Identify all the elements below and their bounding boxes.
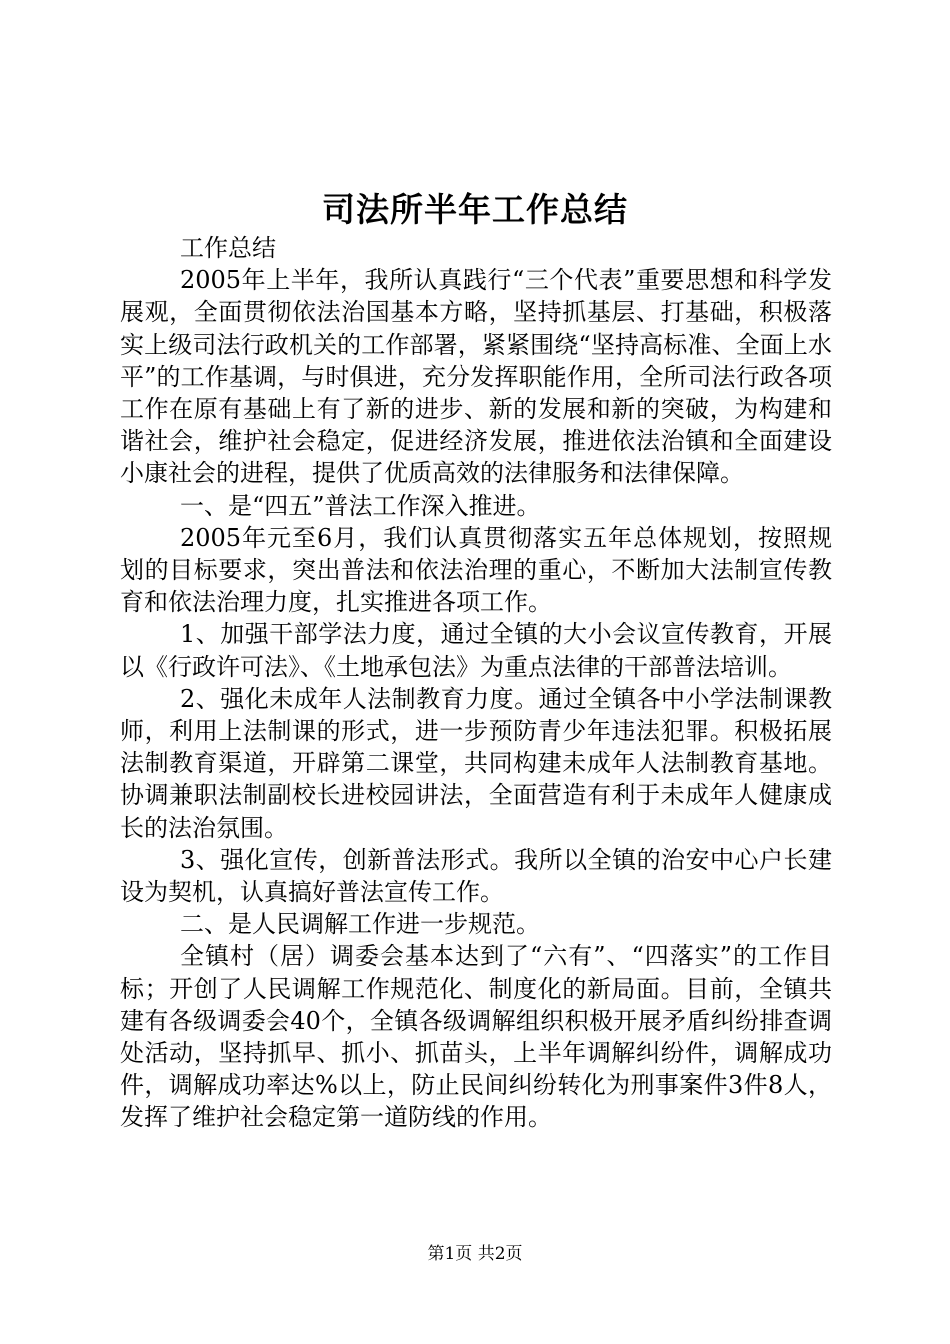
page-footer: 第1页 共2页 [427,1244,523,1264]
list-item-1: 1、加强干部学法力度，通过全镇的大小会议宣传教育，开展以《行政许可法》、《土地承包法》为重点法律的干部普法培训。 [120,620,832,681]
paragraph-section-2: 全镇村（居）调委会基本达到了“六有”、“四落实”的工作目标；开创了人民调解工作规范化、制度化的新局面。目前，全镇共建有各级调委会40个，全镇各级调解组织积极开展矛盾纠纷排查调处活动，坚持抓早、抓小、抓苗头，上半年调解纠纷件，调解成功件，调解成功率达%以上，防止民间纠纷转化为刑事案件3件8人，发挥了维护社会稳定第一道防线的作用。 [120,942,832,1132]
paragraph-section-1: 2005年元至6月，我们认真贯彻落实五年总体规划，按照规划的目标要求，突出普法和依法治理的重心，不断加大法制宣传教育和依法治理力度，扎实推进各项工作。 [120,523,832,617]
list-item-3: 3、强化宣传，创新普法形式。我所以全镇的治安中心户长建设为契机，认真搞好普法宣传工作。 [120,845,832,907]
paragraph-heading: 工作总结 [180,234,276,262]
document-body [120,232,832,1134]
document-title: 司法所半年工作总结 [322,190,628,229]
paragraph-intro: 2005年上半年，我所认真践行“三个代表”重要思想和科学发展观，全面贯彻依法治国基本方略，坚持抓基层、打基础，积极落实上级司法行政机关的工作部署，紧紧围绕“坚持高标准、全面上水平”的工作基调，与时俱进，充分发挥职能作用，全所司法行政各项工作在原有基础上有了新的进步、新的发展和新的突破，为构建和谐社会，维护社会稳定，促进经济发展，推进依法治镇和全面建设小康社会的进程，提供了优质高效的法律服务和法律保障。 [120,266,832,488]
section-heading-2: 二、是人民调解工作进一步规范。 [180,910,540,939]
list-item-2: 2、强化未成年人法制教育力度。通过全镇各中小学法制课教师，利用上法制课的形式，进一步预防青少年违法犯罪。积极拓展法制教育渠道，开辟第二课堂，共同构建未成年人法制教育基地。协调兼职法制副校长进校园讲法，全面营造有利于未成年人健康成长的法治氛围。 [120,684,832,842]
section-heading-1: 一、是“四五”普法工作深入推进。 [180,491,541,520]
